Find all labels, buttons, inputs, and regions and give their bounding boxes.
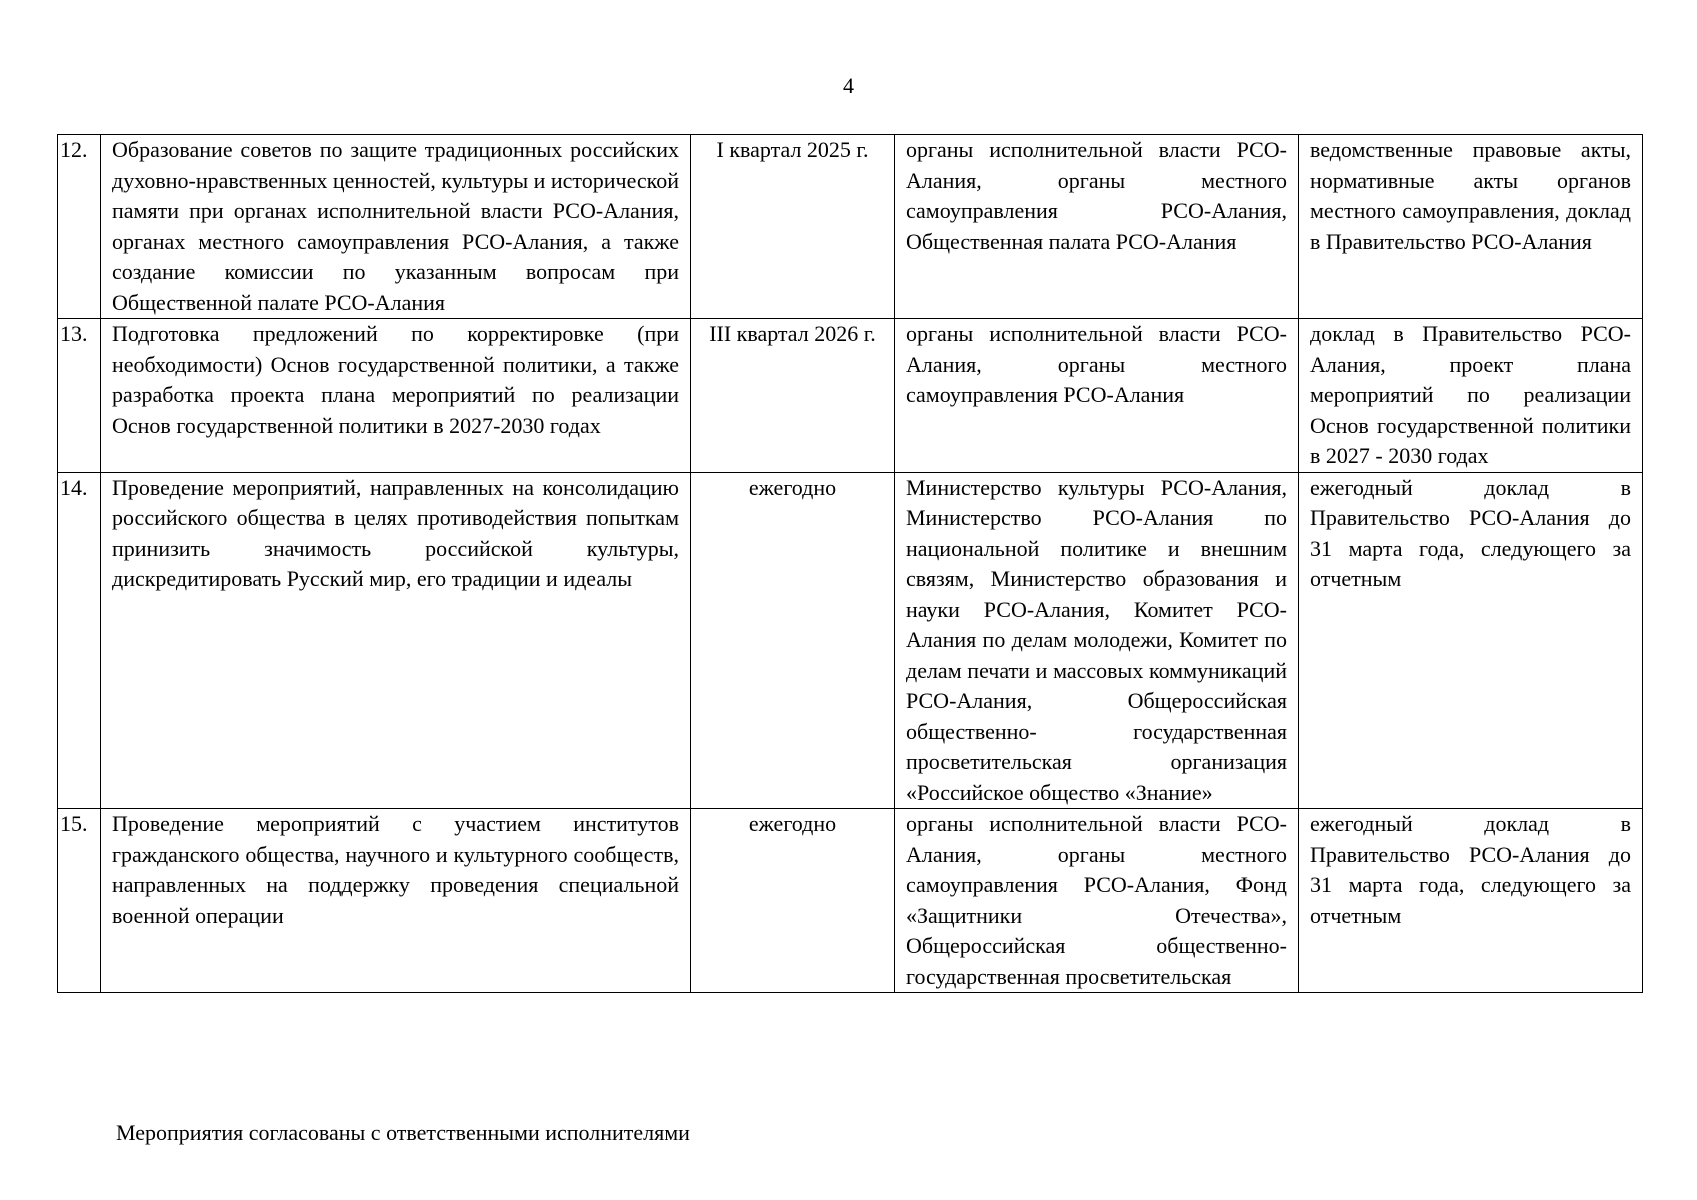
term-cell: ежегодно (691, 809, 895, 993)
event-cell: Проведение мероприятий с участием институтов гражданского общества, научного и культурного сообществ, направленных на поддержку проведения специальной военной операции (101, 809, 691, 993)
row-number-cell: 14. (58, 472, 101, 809)
table-row (58, 319, 1643, 473)
result-cell: ежегодный доклад в Правительство РСО-Алания до 31 марта года, следующего за отчетным (1299, 472, 1643, 809)
executors-cell: Министерство культуры РСО-Алания, Министерство РСО-Алания по национальной политике и внешним связям, Министерство образования и науки РСО-Алания, Комитет РСО-Алания по делам молодежи, Комитет по делам печати и массовых коммуникаций РСО-Алания, Общероссийская общественно- государственная просветительская организация «Российское общество «Знание» (895, 472, 1299, 809)
term-cell: I квартал 2025 г. (691, 135, 895, 319)
page-number: 4 (843, 73, 854, 98)
term-cell: ежегодно (691, 472, 895, 809)
table-row (58, 809, 1643, 993)
approval-note: Мероприятия согласованы с ответственными исполнителями (116, 1120, 690, 1145)
table-row (58, 472, 1643, 809)
row-number-cell: 15. (58, 809, 101, 993)
result-cell: доклад в Правительство РСО-Алания, проект плана мероприятий по реализации Основ государственной политики в 2027 - 2030 годах (1299, 319, 1643, 473)
event-cell: Проведение мероприятий, направленных на консолидацию российского общества в целях противодействия попыткам принизить значимость российской культуры, дискредитировать Русский мир, его традиции и идеалы (101, 472, 691, 809)
result-cell: ведомственные правовые акты, нормативные акты органов местного самоуправления, доклад в Правительство РСО-Алания (1299, 135, 1643, 319)
executors-cell: органы исполнительной власти РСО-Алания, органы местного самоуправления РСО-Алания (895, 319, 1299, 473)
term-cell: III квартал 2026 г. (691, 319, 895, 473)
table-row (58, 135, 1643, 319)
event-cell: Подготовка предложений по корректировке (при необходимости) Основ государственной политики, а также разработка проекта плана мероприятий по реализации Основ государственной политики в 2027-2030 годах (101, 319, 691, 473)
executors-cell: органы исполнительной власти РСО-Алания, органы местного самоуправления РСО-Алания, Фонд «Защитники Отечества», Общероссийская общественно- государственная просветительская (895, 809, 1299, 993)
events-table (57, 134, 1643, 993)
executors-cell: органы исполнительной власти РСО-Алания, органы местного самоуправления РСО-Алания, Общественная палата РСО-Алания (895, 135, 1299, 319)
row-number-cell: 12. (58, 135, 101, 319)
result-cell: ежегодный доклад в Правительство РСО-Алания до 31 марта года, следующего за отчетным (1299, 809, 1643, 993)
event-cell: Образование советов по защите традиционных российских духовно-нравственных ценностей, культуры и исторической памяти при органах исполнительной власти РСО-Алания, органах местного самоуправления РСО-Алания, а также создание комиссии по указанным вопросам при Общественной палате РСО-Алания (101, 135, 691, 319)
row-number-cell: 13. (58, 319, 101, 473)
